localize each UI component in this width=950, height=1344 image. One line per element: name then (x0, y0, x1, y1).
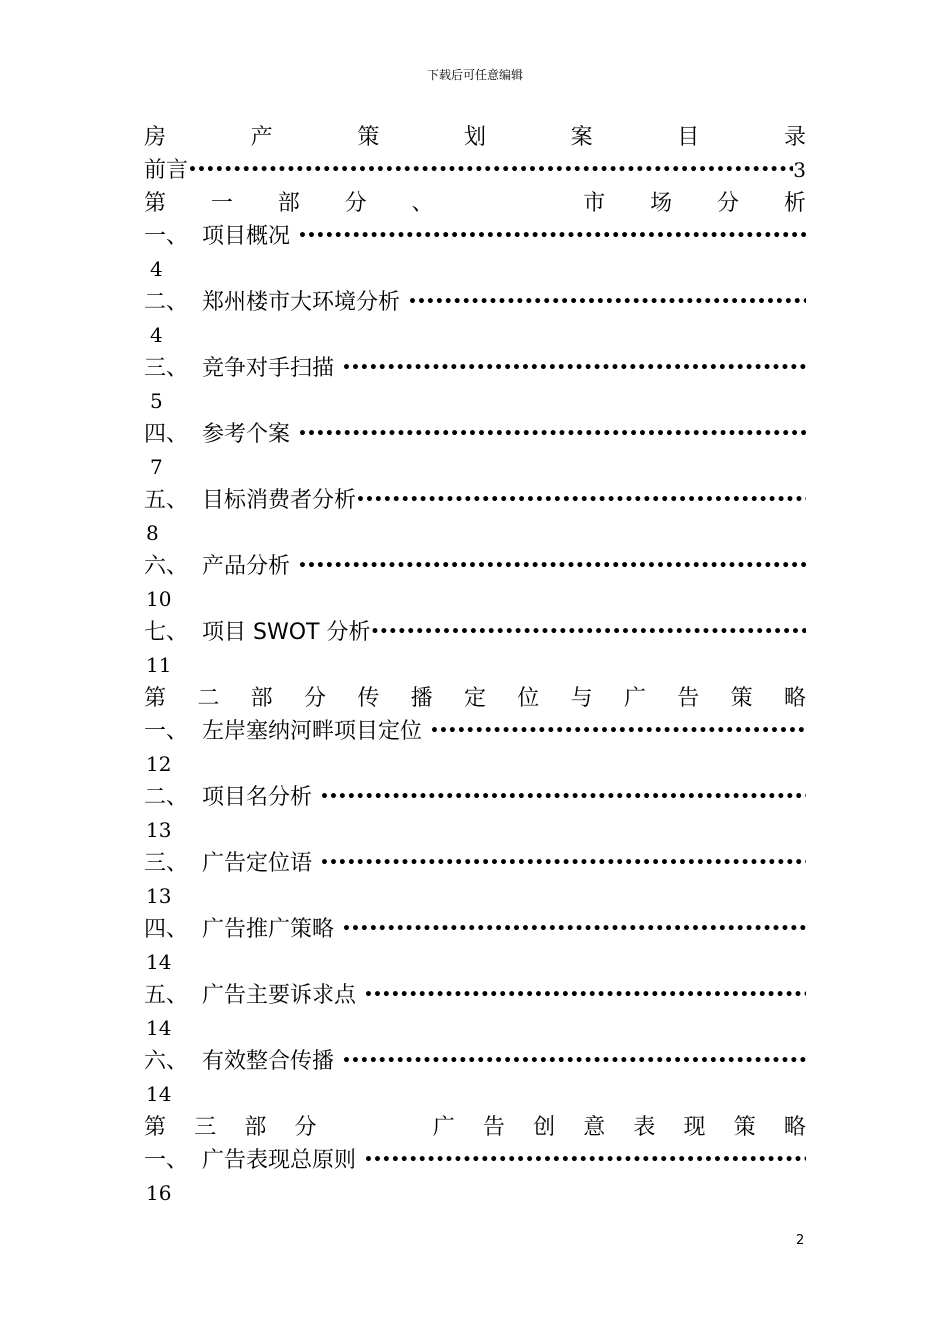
part-char: 部 (277, 191, 300, 216)
part-char: 告 (677, 686, 700, 711)
part-char: 表 (633, 1115, 656, 1140)
dot-leader (364, 979, 806, 1012)
entry-number: 五、 (144, 488, 189, 513)
page-number: 2 (796, 1233, 805, 1248)
part-char: 三 (194, 1115, 217, 1140)
part-heading-3 (144, 1111, 806, 1144)
part-char: 析 (783, 191, 806, 216)
part-heading-1 (144, 187, 806, 220)
part-heading-2 (144, 682, 806, 715)
entry-page: 14 (146, 1082, 172, 1106)
entry-label: 项目名分析 (202, 785, 313, 810)
dot-leader (364, 1144, 806, 1177)
dot-leader (298, 550, 806, 583)
title-char: 策 (357, 125, 380, 150)
dot-leader (320, 781, 806, 814)
entry-number: 一、 (144, 1148, 189, 1173)
entry-page: 13 (146, 818, 172, 842)
entry-label: 项目 SWOT 分析 (202, 620, 371, 645)
part-char: 市 (583, 191, 606, 216)
toc-title (144, 121, 806, 154)
entry-page: 7 (150, 455, 163, 479)
toc-entry[interactable] (144, 1144, 806, 1177)
dot-leader (342, 1045, 806, 1078)
entry-label: 竞争对手扫描 (202, 356, 335, 381)
part-char: 略 (783, 1115, 806, 1140)
entry-label: 广告主要诉求点 (202, 983, 357, 1008)
part-char: 播 (410, 686, 433, 711)
title-char: 录 (783, 125, 806, 150)
entry-label: 广告推广策略 (202, 917, 335, 942)
entry-number: 六、 (144, 1049, 189, 1074)
toc-entry[interactable] (144, 616, 806, 649)
dot-leader (298, 220, 806, 253)
page-header: 下载后可任意编辑 (426, 68, 523, 82)
part-char: 分 (303, 686, 326, 711)
part-char: 一 (210, 191, 233, 216)
entry-page: 12 (146, 752, 172, 776)
entry-label: 产品分析 (202, 554, 291, 579)
entry-label: 左岸塞纳河畔项目定位 (202, 719, 423, 744)
entry-page: 14 (146, 1016, 172, 1040)
toc-entry[interactable] (144, 979, 806, 1012)
part-char: 传 (357, 686, 380, 711)
part-char: 部 (244, 1115, 267, 1140)
dot-leader (408, 286, 806, 319)
part-char: 广 (432, 1115, 455, 1140)
title-char: 划 (463, 125, 486, 150)
title-char: 案 (570, 125, 593, 150)
dot-leader (342, 352, 806, 385)
part-char: 二 (197, 686, 220, 711)
entry-page: 4 (150, 323, 163, 347)
entry-page: 10 (146, 587, 172, 611)
entry-number: 六、 (144, 554, 189, 579)
toc-entry[interactable] (144, 913, 806, 946)
entry-number: 七、 (144, 620, 189, 645)
entry-number: 一、 (144, 224, 189, 249)
part-char: 部 (250, 686, 273, 711)
toc-entry[interactable] (144, 550, 806, 583)
part-char: 现 (683, 1115, 706, 1140)
part-gap (478, 187, 538, 220)
toc-entry[interactable] (144, 352, 806, 385)
part-char: 策 (733, 1115, 756, 1140)
toc-entry[interactable] (144, 286, 806, 319)
entry-number: 一、 (144, 719, 189, 744)
dot-leader (320, 847, 806, 880)
toc-entry[interactable] (144, 418, 806, 451)
dot-leader (188, 154, 793, 187)
part-char: 第 (144, 1115, 167, 1140)
entry-label: 目标消费者分析 (202, 488, 357, 513)
part-char: 策 (730, 686, 753, 711)
part-gap (345, 1111, 405, 1144)
toc-entry-intro[interactable] (144, 154, 806, 187)
toc-entry[interactable] (144, 220, 806, 253)
entry-page: 11 (146, 653, 172, 677)
toc-entry[interactable] (144, 847, 806, 880)
table-of-contents (144, 121, 806, 1210)
dot-leader (430, 715, 806, 748)
toc-entry[interactable] (144, 1045, 806, 1078)
entry-number: 四、 (144, 917, 189, 942)
entry-page: 13 (146, 884, 172, 908)
toc-entry[interactable] (144, 715, 806, 748)
part-char: 与 (570, 686, 593, 711)
dot-leader (370, 616, 806, 649)
title-char: 产 (250, 125, 273, 150)
part-char: 创 (533, 1115, 556, 1140)
entry-page: 14 (146, 950, 172, 974)
entry-label: 广告定位语 (202, 851, 313, 876)
dot-leader (342, 913, 806, 946)
entry-label: 有效整合传播 (202, 1049, 335, 1074)
part-char: 告 (482, 1115, 505, 1140)
part-char: 分 (294, 1115, 317, 1140)
entry-page: 4 (150, 257, 163, 281)
dot-leader (356, 484, 806, 517)
entry-page: 5 (150, 389, 163, 413)
entry-page: 16 (146, 1181, 172, 1205)
part-char: 略 (783, 686, 806, 711)
entry-label: 参考个案 (202, 422, 291, 447)
intro-page: 3 (793, 158, 806, 182)
entry-page: 8 (146, 521, 159, 545)
entry-label: 广告表现总原则 (202, 1148, 357, 1173)
entry-number: 五、 (144, 983, 189, 1008)
toc-entry[interactable] (144, 484, 806, 517)
part-char: 第 (144, 191, 167, 216)
part-char: 位 (517, 686, 540, 711)
part-char: 分 (344, 191, 367, 216)
part-char: 场 (650, 191, 673, 216)
entry-number: 四、 (144, 422, 189, 447)
part-char: 定 (463, 686, 486, 711)
entry-number: 三、 (144, 851, 189, 876)
title-char: 房 (144, 125, 167, 150)
entry-label: 郑州楼市大环境分析 (202, 290, 401, 315)
part-char: 意 (583, 1115, 606, 1140)
part-char: 广 (623, 686, 646, 711)
entry-number: 二、 (144, 290, 189, 315)
title-char: 目 (677, 125, 700, 150)
intro-label: 前言 (144, 158, 189, 183)
entry-number: 二、 (144, 785, 189, 810)
part-char: 分 (716, 191, 739, 216)
dot-leader (298, 418, 806, 451)
part-char: 第 (144, 686, 167, 711)
toc-entry[interactable] (144, 781, 806, 814)
entry-number: 三、 (144, 356, 189, 381)
entry-label: 项目概况 (202, 224, 291, 249)
part-char: 、 (411, 191, 434, 216)
